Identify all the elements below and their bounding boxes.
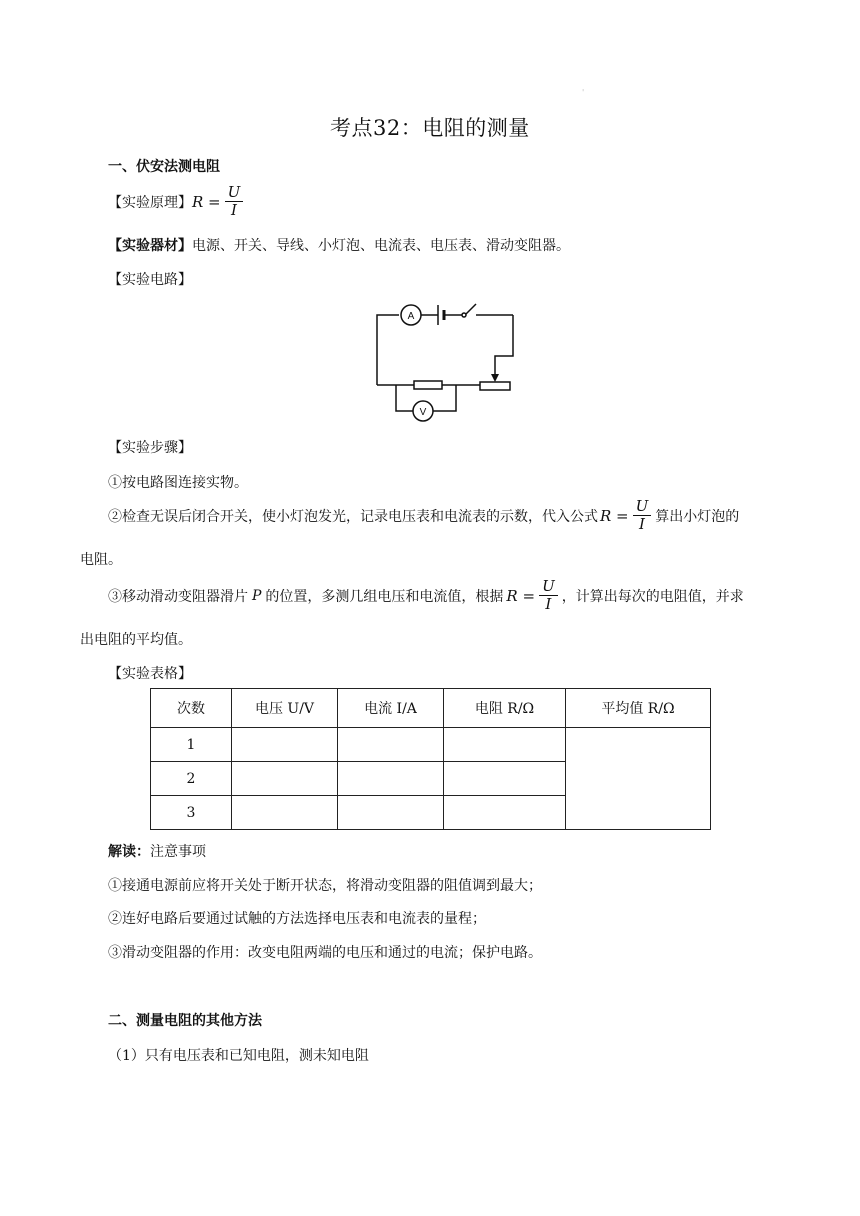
step2-text-a: ②检查无误后闭合开关，使小灯泡发光，记录电压表和电流表的示数，代入公式 [108, 508, 598, 525]
average-cell [566, 728, 711, 830]
table-cell [444, 796, 566, 830]
step3-text-d: 出电阻的平均值。 [80, 632, 192, 648]
section1-heading: 一、伏安法测电阻 [108, 159, 220, 175]
table-header: 电压 U/V [232, 689, 338, 728]
step3-line [108, 578, 744, 613]
equipment-line [108, 235, 570, 255]
step3-text-a: ③移动滑动变阻器滑片 [108, 588, 248, 605]
fraction-numerator: U [225, 184, 244, 202]
row-number: 1 [151, 728, 232, 762]
step3-text-b: 的位置，多测几组电压和电流值，根据 [265, 588, 504, 605]
step3-p: P [252, 587, 262, 604]
step2-text-c: 电阻。 [80, 552, 122, 568]
table-header: 平均值 R/Ω [566, 689, 711, 728]
section2-heading: 二、测量电阻的其他方法 [108, 1013, 262, 1029]
equipment-label: 【实验器材】 [108, 238, 192, 254]
table-cell [338, 762, 444, 796]
table-cell [232, 762, 338, 796]
principle-lhs: R = [192, 192, 221, 211]
table-cell [232, 796, 338, 830]
principle-line [108, 184, 247, 219]
table-header: 电阻 R/Ω [444, 689, 566, 728]
notes-label: 解读： [108, 844, 150, 860]
section2-item1: （1）只有电压表和已知电阻，测未知电阻 [108, 1048, 369, 1064]
header-mark: ' [582, 88, 585, 97]
table-cell [444, 728, 566, 762]
principle-fraction [225, 184, 244, 219]
row-number: 2 [151, 762, 232, 796]
step3-lhs: R = [506, 586, 536, 605]
equipment-text: 电源、开关、导线、小灯泡、电流表、电压表、滑动变阻器。 [192, 238, 570, 254]
note2: ②连好电路后要通过试触的方法选择电压表和电流表的量程； [108, 911, 486, 927]
table-cell [444, 762, 566, 796]
note3: ③滑动变阻器的作用：改变电阻两端的电压和通过的电流；保护电路。 [108, 945, 542, 961]
circuit-label: 【实验电路】 [108, 272, 192, 288]
table-row [151, 728, 711, 762]
table-cell [338, 728, 444, 762]
steps-label: 【实验步骤】 [108, 440, 192, 456]
ammeter-label: A [407, 311, 415, 322]
table-header: 电流 I/A [338, 689, 444, 728]
row-number: 3 [151, 796, 232, 830]
fraction-denominator: I [639, 515, 645, 533]
rheostat-icon [480, 382, 510, 390]
step2-text-b: 算出小灯泡的 [655, 508, 740, 525]
fraction-numerator: U [633, 498, 652, 516]
note1: ①接通电源前应将开关处于断开状态，将滑动变阻器的阻值调到最大； [108, 878, 542, 894]
table-label: 【实验表格】 [108, 666, 192, 682]
circuit-diagram [370, 296, 520, 426]
step2-lhs: R = [600, 506, 629, 525]
table-header-row [151, 689, 711, 728]
fraction-numerator: U [539, 578, 558, 596]
principle-label: 【实验原理】 [108, 194, 192, 211]
slider-arrow-icon [491, 374, 499, 382]
step3-fraction [539, 578, 558, 613]
step1: ①按电路图连接实物。 [108, 475, 248, 491]
table-cell [232, 728, 338, 762]
voltmeter-label: V [419, 407, 427, 418]
resistor-icon [414, 381, 442, 389]
notes-line [108, 841, 206, 861]
table-header: 次数 [151, 689, 232, 728]
fraction-denominator: I [231, 201, 237, 219]
fraction-denominator: I [545, 595, 552, 613]
step2-fraction [633, 498, 652, 533]
wire-left [377, 315, 399, 385]
page-title: 考点32：电阻的测量 [330, 116, 530, 140]
experiment-table [150, 688, 711, 830]
step3-text-c: ，计算出每次的电阻值，并求 [561, 588, 744, 605]
notes-title: 注意事项 [150, 844, 206, 860]
switch-blade [466, 304, 476, 314]
switch-pivot [462, 313, 466, 317]
step2-line [108, 498, 739, 533]
table-cell [338, 796, 444, 830]
